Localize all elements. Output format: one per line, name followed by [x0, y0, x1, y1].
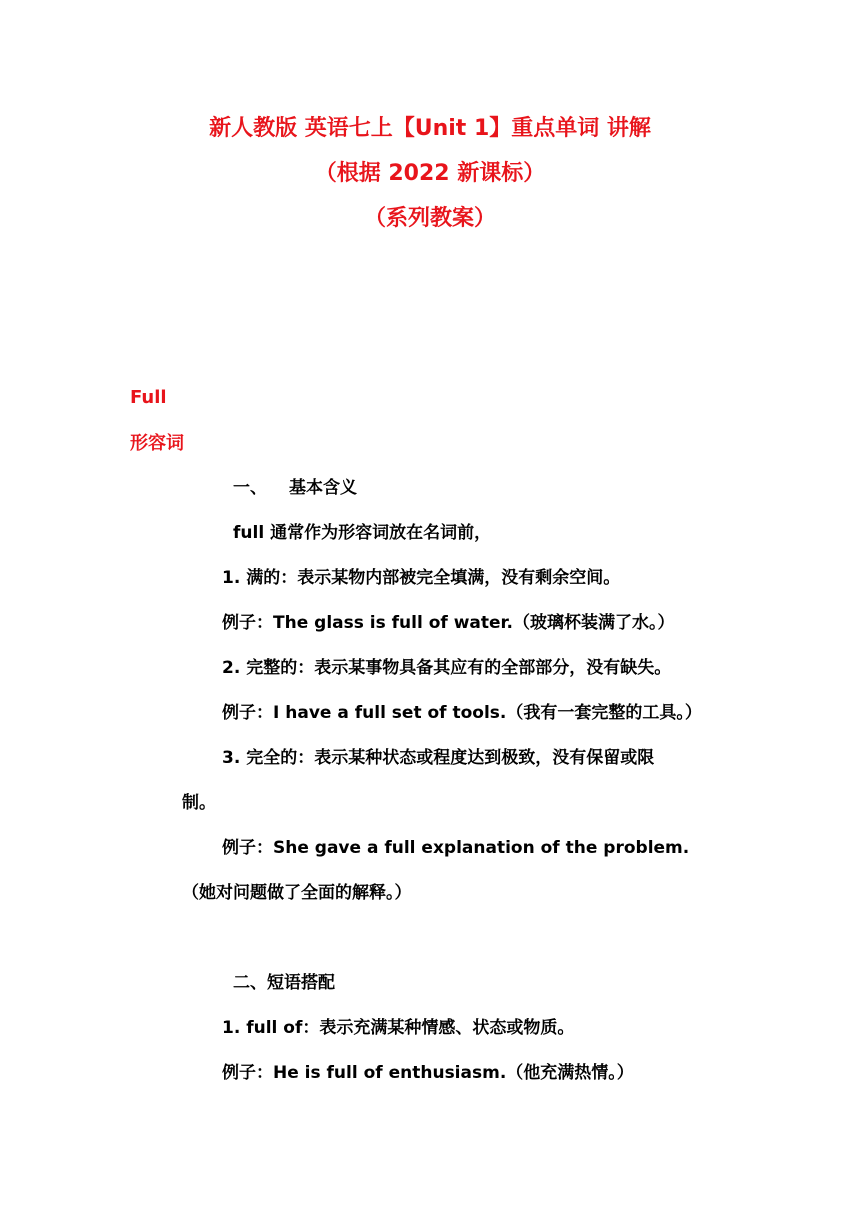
sense-3: 3. 完全的：表示某种状态或程度达到极致，没有保留或限	[222, 748, 655, 768]
headword: Full	[130, 387, 167, 408]
section2-heading: 二、短语搭配	[233, 973, 335, 993]
example-1: 例子：The glass is full of water.（玻璃杯装满了水。）	[222, 613, 675, 633]
example-3: 例子：She gave a full explanation of the problem.	[222, 838, 690, 858]
phrase-1-example: 例子：He is full of enthusiasm.（他充满热情。）	[222, 1063, 634, 1083]
section1-intro: full 通常作为形容词放在名词前，	[233, 523, 492, 543]
document-title: 新人教版 英语七上【Unit 1】重点单词 讲解	[209, 116, 651, 141]
phrase-1: 1. full of：表示充满某种情感、状态或物质。	[222, 1018, 575, 1038]
section1-heading	[233, 475, 357, 501]
section1-title: 基本含义	[289, 478, 357, 498]
part-of-speech: 形容词	[130, 433, 184, 454]
sense-2: 2. 完整的：表示某事物具备其应有的全部部分，没有缺失。	[222, 658, 672, 678]
example-2: 例子：I have a full set of tools.（我有一套完整的工具。）	[222, 703, 702, 723]
section1-number: 一、	[233, 478, 267, 498]
document-subtitle: （根据 2022 新课标）	[314, 161, 546, 186]
sense-1: 1. 满的：表示某物内部被完全填满，没有剩余空间。	[222, 568, 621, 588]
document-series-label: （系列教案）	[363, 206, 496, 231]
example-3-translation: （她对问题做了全面的解释。）	[182, 883, 412, 903]
sense-3-continued: 制。	[182, 793, 216, 813]
